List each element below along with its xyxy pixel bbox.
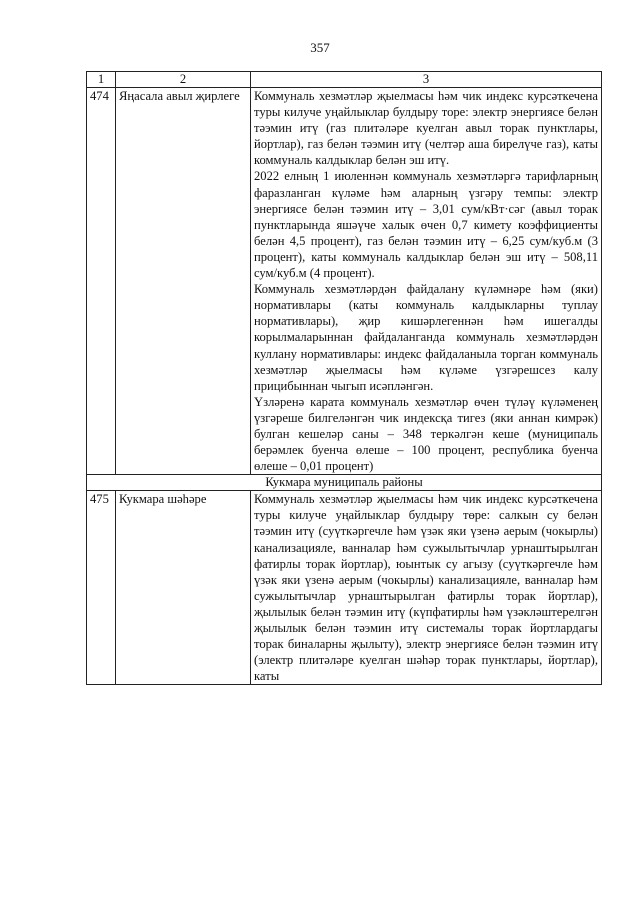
table-row bbox=[87, 491, 602, 685]
header-col-2: 2 bbox=[116, 72, 251, 88]
header-col-3: 3 bbox=[251, 72, 602, 88]
description-paragraph: Үзләренә карата коммуналь хезмәтләр өчен түләү күләменең үзгәреше билгеләнгән чик индексқа тигез (яки аннан кимрәк) булган кешеләр саны – 348 теркәлгән кеше (муниципаль берәмлек буенча өлеше – 100 процент, республика буенча өлеше – 0,01 процент) bbox=[254, 394, 598, 474]
description-paragraph: Коммуналь хезмәтләрдән файдалану күләмнәре һәм (яки) нормативлары (каты коммуналь калдыкларны туплау нормативлары), җир кишәрлегеннән һәм ишегалды корылмаларыннан файдаланганда коммуналь хезмәтләрдән куллану нормативлары: индекс файдаланыла торган коммуналь хезмәтләр җыелмасы һәм күләме үзгәрешсез калу прицибыннан чыгып исәпләнгән. bbox=[254, 282, 598, 393]
section-row bbox=[87, 475, 602, 491]
settlement-name: Кукмара шәһәре bbox=[116, 491, 251, 685]
table-row bbox=[87, 88, 602, 475]
row-number: 475 bbox=[87, 491, 116, 685]
row-number: 474 bbox=[87, 88, 116, 475]
table-header-row bbox=[87, 72, 602, 88]
description-paragraph: 2022 елның 1 июленнән коммуналь хезмәтләргә тарифларның фаразланган күләме һәм аларның үзгәру темпы: электр энергиясе белән тәэмин итү – 3,01 сум/кВт·сәг (авыл торак пунктларында яшәүче халык өчен 0,7 кимету коэффициенты белән 4,5 процент), газ белән тәэмин итү – 6,25 сум/куб.м (3 процент), каты коммуналь калдыклар белән эш итү – 508,11 сум/куб.м (4 процент). bbox=[254, 169, 598, 281]
document-table bbox=[86, 71, 602, 685]
description-paragraph: Коммуналь хезмәтләр җыелмасы һәм чик индекс курсәткечена туры килуче уңайлыклар булдыру төре: салкын су белән тәэмин итү (суүткәргечле һәм үзәк яки үзенә аерым (чокырлы) канализацияле, ванналар һәм сужылытычлар урнаштырылган фатирлы торак йортлар), юынтык су агызу (суүткәргечле һәм үзәк яки үзенә аерым (чокырлы) канализацияле, ванналар һәм сужылытычлар урнаштырылган фатирлы торак йортлар), җылылык белән тәэмин итү (күпфатирлы һәм үзәкләштерелгән җылылык белән тәэмин итү системалы торак йортлардагы торак биналарны җылыту), электр энергиясе белән тәэмин итү (электр плитәләре куелган шәһәр торак пунктлары, йортлар), каты bbox=[254, 492, 598, 684]
row-description bbox=[251, 88, 602, 475]
settlement-name: Яңасала авыл җирлеге bbox=[116, 88, 251, 475]
row-description bbox=[251, 491, 602, 685]
section-title: Кукмара муниципаль районы bbox=[87, 475, 602, 491]
header-col-1: 1 bbox=[87, 72, 116, 88]
page-number: 357 bbox=[310, 40, 330, 55]
description-paragraph: Коммуналь хезмәтләр җыелмасы һәм чик индекс курсәткечена туры килуче уңайлыклар булдыру торе: электр энергиясе белән тәэмин итү (газ плитәләре куелган авыл торак пунктлары, йортлар), газ белән тәэмин итү (челтәр аша бирелүче газ), каты коммуналь калдыклар белән эш итү. bbox=[254, 89, 598, 168]
